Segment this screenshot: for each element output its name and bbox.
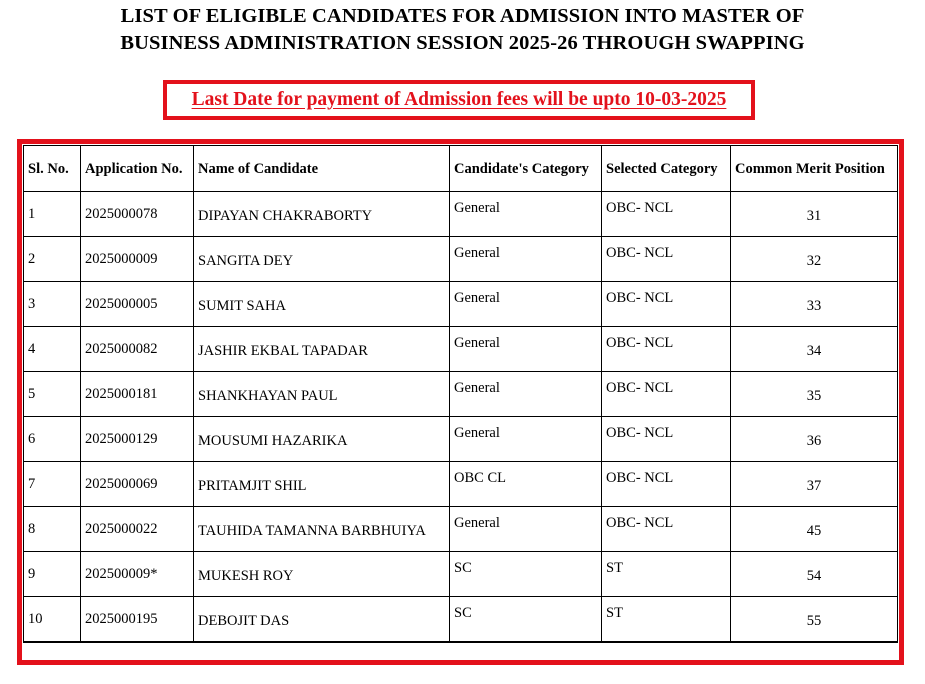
cell-selected-category: ST — [602, 552, 731, 597]
cell-selected-category: ST — [602, 597, 731, 642]
cell-merit-position: 54 — [731, 552, 898, 597]
cell-sl-no: 6 — [24, 417, 81, 462]
cell-candidate-name: MUKESH ROY — [194, 552, 450, 597]
table-header-row — [24, 146, 898, 192]
cell-sl-no: 5 — [24, 372, 81, 417]
cell-candidate-category: SC — [450, 597, 602, 642]
title-line-2: BUSINESS ADMINISTRATION SESSION 2025-26 THROUGH SWAPPING — [120, 32, 805, 54]
cell-candidate-category: SC — [450, 552, 602, 597]
cell-application-no: 2025000129 — [81, 417, 194, 462]
cell-merit-position: 34 — [731, 327, 898, 372]
cell-application-no: 2025000022 — [81, 507, 194, 552]
cell-candidate-name: JASHIR EKBAL TAPADAR — [194, 327, 450, 372]
cell-candidate-category: General — [450, 372, 602, 417]
cell-application-no: 2025000069 — [81, 462, 194, 507]
header-sl-no: Sl. No. — [24, 146, 81, 192]
table-row — [24, 462, 898, 507]
cell-application-no: 2025000005 — [81, 282, 194, 327]
cell-selected-category: OBC- NCL — [602, 237, 731, 282]
cell-candidate-name: SUMIT SAHA — [194, 282, 450, 327]
cell-merit-position: 45 — [731, 507, 898, 552]
cell-selected-category: OBC- NCL — [602, 372, 731, 417]
cell-selected-category: OBC- NCL — [602, 327, 731, 372]
header-candidate-category: Candidate's Category — [450, 146, 602, 192]
cell-sl-no: 10 — [24, 597, 81, 642]
cell-sl-no: 9 — [24, 552, 81, 597]
payment-deadline-notice — [163, 80, 755, 120]
table-row — [24, 327, 898, 372]
cell-candidate-name: TAUHIDA TAMANNA BARBHUIYA — [194, 507, 450, 552]
header-merit-position: Common Merit Position — [731, 146, 898, 192]
header-name: Name of Candidate — [194, 146, 450, 192]
cell-merit-position: 32 — [731, 237, 898, 282]
table-row — [24, 282, 898, 327]
cell-candidate-category: General — [450, 192, 602, 237]
cell-selected-category: OBC- NCL — [602, 192, 731, 237]
cell-candidate-category: General — [450, 237, 602, 282]
cell-candidate-name: MOUSUMI HAZARIKA — [194, 417, 450, 462]
cell-candidate-category: OBC CL — [450, 462, 602, 507]
cell-sl-no: 3 — [24, 282, 81, 327]
cell-candidate-name: SANGITA DEY — [194, 237, 450, 282]
cell-application-no: 2025000009 — [81, 237, 194, 282]
table-body — [24, 192, 898, 642]
cell-merit-position: 35 — [731, 372, 898, 417]
cell-application-no: 2025000181 — [81, 372, 194, 417]
cell-sl-no: 7 — [24, 462, 81, 507]
cell-selected-category: OBC- NCL — [602, 507, 731, 552]
table-row — [24, 417, 898, 462]
payment-deadline-text: Last Date for payment of Admission fees will be upto 10-03-2025 — [191, 89, 727, 110]
table-row — [24, 507, 898, 552]
cell-sl-no: 2 — [24, 237, 81, 282]
cell-application-no: 202500009* — [81, 552, 194, 597]
cell-merit-position: 36 — [731, 417, 898, 462]
document-title — [0, 3, 925, 57]
cell-merit-position: 31 — [731, 192, 898, 237]
cell-application-no: 2025000078 — [81, 192, 194, 237]
cell-selected-category: OBC- NCL — [602, 417, 731, 462]
table-row — [24, 237, 898, 282]
cell-selected-category: OBC- NCL — [602, 282, 731, 327]
cell-application-no: 2025000082 — [81, 327, 194, 372]
table-row — [24, 192, 898, 237]
cell-merit-position: 37 — [731, 462, 898, 507]
header-selected-category: Selected Category — [602, 146, 731, 192]
cell-candidate-name: SHANKHAYAN PAUL — [194, 372, 450, 417]
cell-candidate-category: General — [450, 327, 602, 372]
cell-candidate-category: General — [450, 507, 602, 552]
cell-candidate-category: General — [450, 282, 602, 327]
title-line-1: LIST OF ELIGIBLE CANDIDATES FOR ADMISSION INTO MASTER OF — [120, 5, 805, 27]
table-row — [24, 372, 898, 417]
table-row — [24, 552, 898, 597]
cell-sl-no: 4 — [24, 327, 81, 372]
cell-sl-no: 8 — [24, 507, 81, 552]
candidates-table — [23, 145, 898, 643]
table-row — [24, 597, 898, 642]
cell-merit-position: 33 — [731, 282, 898, 327]
cell-application-no: 2025000195 — [81, 597, 194, 642]
cell-candidate-name: DIPAYAN CHAKRABORTY — [194, 192, 450, 237]
cell-selected-category: OBC- NCL — [602, 462, 731, 507]
cell-candidate-name: DEBOJIT DAS — [194, 597, 450, 642]
header-application-no: Application No. — [81, 146, 194, 192]
cell-sl-no: 1 — [24, 192, 81, 237]
cell-candidate-category: General — [450, 417, 602, 462]
cell-candidate-name: PRITAMJIT SHIL — [194, 462, 450, 507]
cell-merit-position: 55 — [731, 597, 898, 642]
